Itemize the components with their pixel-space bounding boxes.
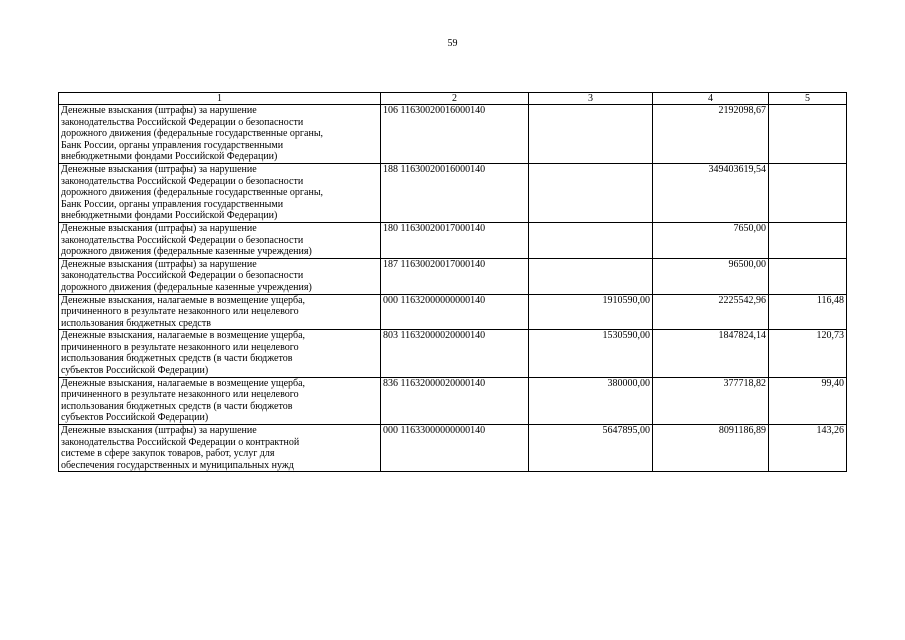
description-line: причиненного в результате незаконного или нецелевого [61,389,299,401]
description-line: законодательства Российской Федерации о безопасности [61,234,304,246]
row-code: 188 11630020016000140 [381,163,529,222]
row-description [59,222,381,258]
row-description [59,258,381,294]
row-value-col5: 143,26 [769,425,847,472]
row-code: 803 11632000020000140 [381,330,529,377]
description-line: обеспечения государственных и муниципальных нужд [61,459,294,471]
row-value-col3: 1910590,00 [529,294,653,330]
row-code: 106 11630020016000140 [381,105,529,164]
description-line: дорожного движения (федеральные казенные учреждения) [61,246,312,258]
row-value-col4: 377718,82 [653,377,769,424]
description-line: использования бюджетных средств (в части бюджетов [61,353,293,365]
row-value-col5: 99,40 [769,377,847,424]
column-header: 2 [381,93,529,105]
row-value-col4: 1847824,14 [653,330,769,377]
row-value-col5: 120,73 [769,330,847,377]
row-description [59,294,381,330]
column-header: 5 [769,93,847,105]
row-value-col4: 349403619,54 [653,163,769,222]
row-value-col5 [769,258,847,294]
description-line: дорожного движения (федеральные государственные органы, [61,128,324,140]
description-line: использования бюджетных средств (в части бюджетов [61,400,293,412]
row-value-col3: 1530590,00 [529,330,653,377]
row-description [59,377,381,424]
description-line: Денежные взыскания (штрафы) за нарушение [61,222,257,234]
description-line: законодательства Российской Федерации о безопасности [61,116,304,128]
row-value-col4: 7650,00 [653,222,769,258]
column-header: 3 [529,93,653,105]
description-line: законодательства Российской Федерации о контрактной [61,436,300,448]
description-line: субъектов Российской Федерации) [61,365,209,377]
table-row [59,222,847,258]
description-line: причиненного в результате незаконного или нецелевого [61,306,299,318]
description-line: причиненного в результате незаконного или нецелевого [61,341,299,353]
table-body [59,105,847,472]
description-line: Банк России, органы управления государственными [61,139,284,151]
table-row [59,294,847,330]
row-value-col3: 5647895,00 [529,425,653,472]
row-description [59,105,381,164]
row-value-col4: 2225542,96 [653,294,769,330]
description-line: Денежные взыскания (штрафы) за нарушение [61,258,257,270]
row-code: 000 11633000000000140 [381,425,529,472]
row-code: 180 11630020017000140 [381,222,529,258]
description-line: субъектов Российской Федерации) [61,412,209,424]
description-line: законодательства Российской Федерации о безопасности [61,175,304,187]
row-description [59,330,381,377]
row-value-col3 [529,105,653,164]
description-line: Денежные взыскания (штрафы) за нарушение [61,163,257,175]
description-line: внебюджетными фондами Российской Федерации) [61,210,278,222]
row-value-col4: 96500,00 [653,258,769,294]
description-line: Денежные взыскания, налагаемые в возмещение ущерба, [61,377,306,389]
description-line: Денежные взыскания (штрафы) за нарушение [61,105,257,116]
table-header-row [59,93,847,105]
table-row [59,258,847,294]
row-code: 000 11632000000000140 [381,294,529,330]
description-line: законодательства Российской Федерации о безопасности [61,270,304,282]
description-line: Денежные взыскания (штрафы) за нарушение [61,425,257,437]
table-row [59,163,847,222]
row-value-col3 [529,163,653,222]
column-header: 4 [653,93,769,105]
row-code: 187 11630020017000140 [381,258,529,294]
description-line: Денежные взыскания, налагаемые в возмещение ущерба, [61,294,306,306]
page-number: 59 [447,38,458,49]
row-value-col3 [529,258,653,294]
row-value-col3: 380000,00 [529,377,653,424]
row-value-col4: 8091186,89 [653,425,769,472]
table-row [59,377,847,424]
row-value-col5 [769,105,847,164]
row-value-col5 [769,163,847,222]
row-description [59,163,381,222]
row-code: 836 11632000020000140 [381,377,529,424]
table-row [59,425,847,472]
table-row [59,105,847,164]
column-header: 1 [59,93,381,105]
description-line: Банк России, органы управления государственными [61,198,284,210]
description-line: Денежные взыскания, налагаемые в возмещение ущерба, [61,330,306,342]
row-value-col5: 116,48 [769,294,847,330]
description-line: внебюджетными фондами Российской Федерации) [61,151,278,163]
description-line: системе в сфере закупок товаров, работ, услуг для [61,448,275,460]
row-value-col3 [529,222,653,258]
description-line: дорожного движения (федеральные казенные учреждения) [61,281,312,293]
description-line: использования бюджетных средств [61,317,211,329]
table-row [59,330,847,377]
row-value-col4: 2192098,67 [653,105,769,164]
row-description [59,425,381,472]
description-line: дорожного движения (федеральные государственные органы, [61,187,324,199]
row-value-col5 [769,222,847,258]
revenue-table [58,92,847,472]
